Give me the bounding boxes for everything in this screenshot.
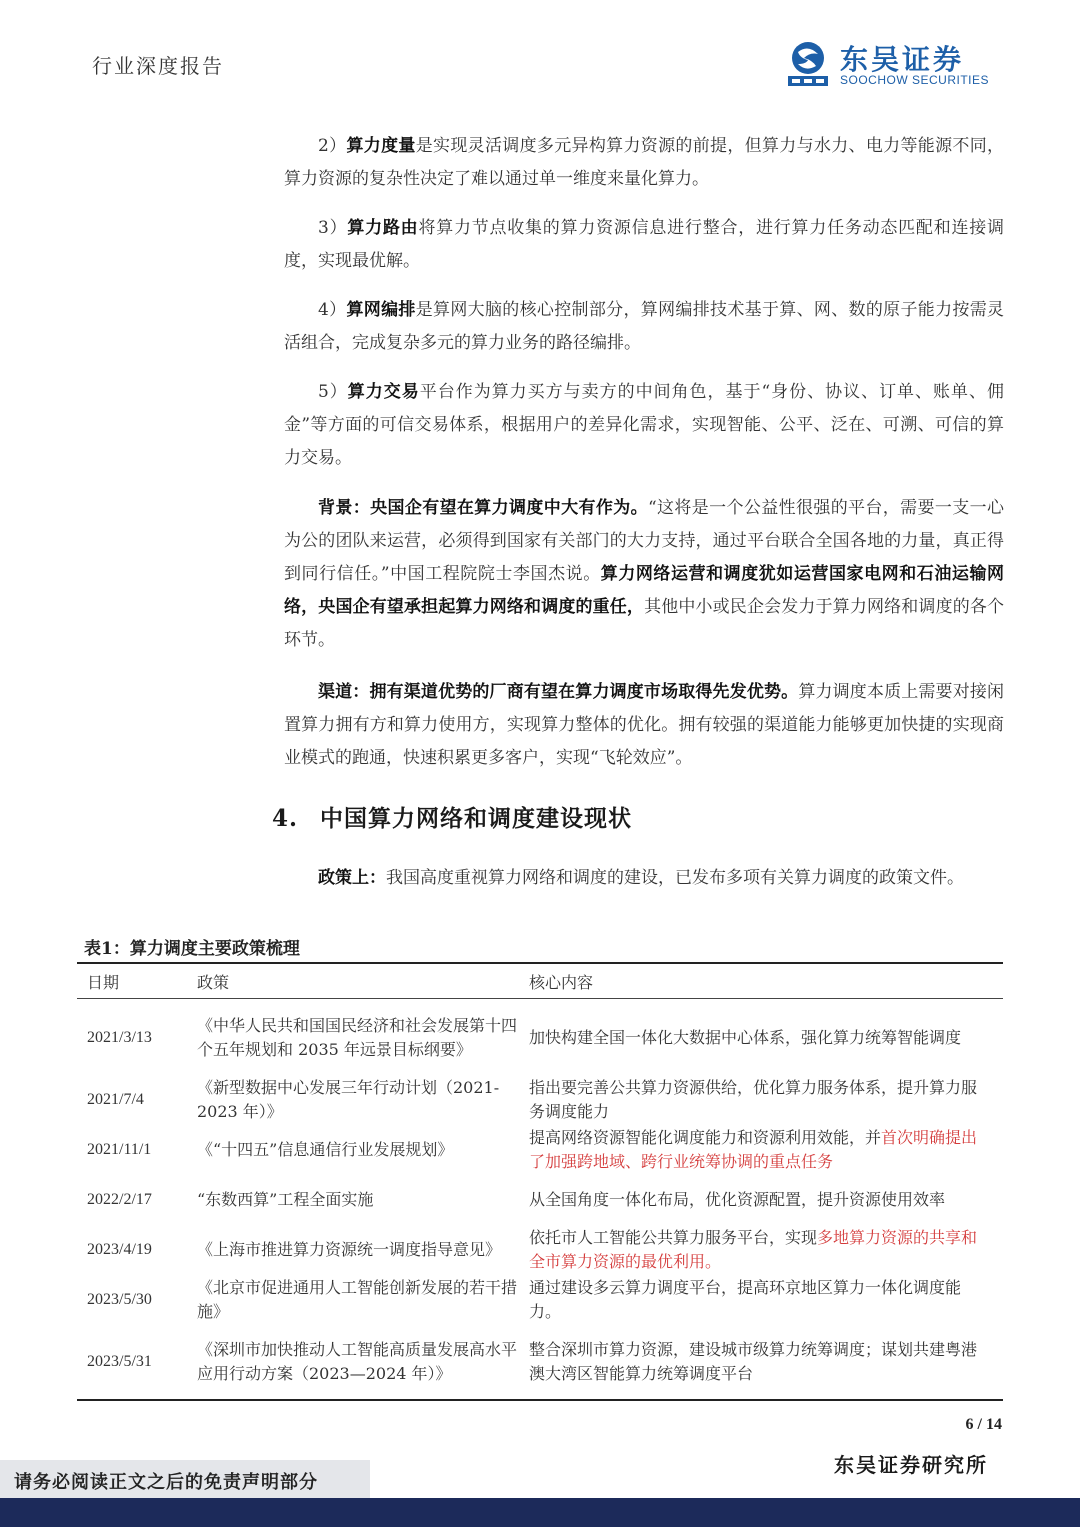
paragraph-compute-measurement	[284, 130, 1004, 196]
background-emphasis: 算力网络运营和调度犹如运营国家电网和石油运输网络，央国企有望承担起算力网络和调度的重任，	[284, 564, 1004, 617]
paragraph-compute-routing	[284, 212, 1004, 278]
column-header-content: 核心内容	[529, 972, 594, 992]
policy-table	[77, 962, 1003, 1401]
row-date: 2023/4/19	[87, 1241, 152, 1258]
table-row	[77, 1175, 1003, 1225]
column-header-policy: 政策	[197, 972, 230, 992]
row-policy: 《新型数据中心发展三年行动计划（2021-2023 年）》	[197, 1078, 500, 1121]
table-caption: 表1：算力调度主要政策梳理	[84, 939, 300, 959]
logo-chinese-name: 东吴证券	[840, 43, 965, 76]
table-row	[77, 1001, 1003, 1075]
row-content: 从全国角度一体化布局，优化资源配置，提升资源使用效率	[529, 1190, 946, 1209]
table-row	[77, 1075, 1003, 1125]
item-text: 平台作为算力买方与卖方的中间角色，基于“身份、协议、订单、账单、佣金”等方面的可信交易体系，根据用户的差异化需求，实现智能、公平、泛在、可溯、可信的算力交易。	[284, 382, 1004, 468]
row-policy: 《中华人民共和国国民经济和社会发展第十四个五年规划和 2035 年远景目标纲要》	[197, 1016, 518, 1059]
report-type-title: 行业深度报告	[92, 54, 224, 78]
item-number: 3）	[318, 218, 348, 238]
row-policy: 《深圳市加快推动人工智能高质量发展高水平应用行动方案（2023—2024 年）》	[197, 1340, 518, 1383]
disclaimer-text: 请务必阅读正文之后的免责声明部分	[14, 1472, 318, 1493]
table-row	[77, 1125, 1003, 1175]
soochow-logo-icon	[786, 40, 830, 88]
policy-text: 我国高度重视算力网络和调度的建设，已发布多项有关算力调度的政策文件。	[386, 868, 964, 888]
policy-heading: 政策上：	[318, 868, 386, 888]
row-content: 整合深圳市算力资源，建设城市级算力统筹调度；谋划共建粤港澳大湾区智能算力统筹调度平台	[529, 1340, 978, 1383]
row-content: 指出要完善公共算力资源供给，优化算力服务体系，提升算力服务调度能力	[529, 1078, 978, 1121]
footer-bar	[0, 1498, 1080, 1527]
paragraph-policy	[284, 862, 1004, 895]
row-content: 通过建设多云算力调度平台，提高环京地区算力一体化调度能力。	[529, 1278, 962, 1321]
table-row	[77, 1275, 1003, 1325]
row-date: 2023/5/31	[87, 1353, 152, 1370]
table-row	[77, 1225, 1003, 1275]
background-quote: “这将是一个公益性很强的平台，需要一支一心为公的团队来运营，必须得到国家有关部门的大力支持，通过平台联合全国各地的力量，真正得到同行信任。”中国工程院院士李国杰说。	[284, 498, 1004, 584]
row-policy: 《“十四五”信息通信行业发展规划》	[197, 1140, 454, 1159]
highlighted-text: 首次明确提出了加强跨地域、跨行业统筹协调的重点任务	[529, 1128, 978, 1171]
row-content: 提高网络资源智能化调度能力和资源利用效能，并首次明确提出了加强跨地域、跨行业统筹协调的重点任务	[529, 1128, 978, 1171]
table-header-row	[77, 964, 1003, 999]
item-number: 2）	[318, 136, 347, 156]
disclaimer-bar	[0, 1460, 370, 1498]
row-date: 2021/11/1	[87, 1141, 152, 1158]
item-keyword: 算力交易	[347, 382, 420, 402]
item-text: 是实现灵活调度多元异构算力资源的前提，但算力与水力、电力等能源不同，算力资源的复杂性决定了难以通过单一维度来量化算力。	[284, 136, 1005, 189]
channel-heading: 渠道：拥有渠道优势的厂商有望在算力调度市场取得先发优势。	[318, 682, 799, 702]
item-number: 5）	[318, 382, 348, 402]
row-date: 2022/2/17	[87, 1191, 152, 1208]
paragraph-channel	[284, 676, 1004, 775]
row-date: 2021/7/4	[87, 1091, 144, 1108]
item-keyword: 算力路由	[347, 218, 419, 238]
item-text: 是算网大脑的核心控制部分，算网编排技术基于算、网、数的原子能力按需灵活组合，完成复杂多元的算力业务的路径编排。	[284, 300, 1005, 353]
channel-text: 算力调度本质上需要对接闲置算力拥有方和算力使用方，实现算力整体的优化。拥有较强的渠道能力能够更加快捷的实现商业模式的跑通，快速积累更多客户，实现“飞轮效应”。	[284, 682, 1005, 768]
company-logo	[786, 40, 1006, 90]
row-policy: 《上海市推进算力资源统一调度指导意见》	[197, 1240, 502, 1259]
item-number: 4）	[318, 300, 347, 320]
row-policy: 《北京市促进通用人工智能创新发展的若干措施》	[197, 1278, 518, 1321]
paragraph-background	[284, 492, 1004, 657]
logo-english-name: SOOCHOW SECURITIES	[840, 73, 990, 87]
row-content: 加快构建全国一体化大数据中心体系，强化算力统筹智能调度	[529, 1028, 962, 1047]
paragraph-network-orchestration	[284, 294, 1004, 360]
row-date: 2021/3/13	[87, 1029, 152, 1046]
background-text: 其他中小或民企会发力于算力网络和调度的各个环节。	[284, 597, 1005, 650]
column-header-date: 日期	[87, 972, 120, 992]
paragraph-compute-trading	[284, 376, 1004, 475]
item-keyword: 算力度量	[346, 136, 416, 156]
section-number: 4.	[272, 805, 299, 832]
table-row	[77, 1325, 1003, 1399]
item-text: 将算力节点收集的算力资源信息进行整合，进行算力任务动态匹配和连接调度，实现最优解。	[284, 218, 1005, 271]
row-content: 依托市人工智能公共算力服务平台，实现多地算力资源的共享和全市算力资源的最优利用。	[529, 1228, 978, 1271]
section-heading	[272, 800, 654, 833]
page-number: 6 / 14	[965, 1416, 1002, 1433]
highlighted-text: 多地算力资源的共享和全市算力资源的最优利用。	[529, 1228, 978, 1271]
row-policy: “东数西算”工程全面实施	[197, 1190, 374, 1209]
row-date: 2023/5/30	[87, 1291, 152, 1308]
section-title: 中国算力网络和调度建设现状	[320, 805, 633, 832]
background-heading: 背景：央国企有望在算力调度中大有作为。	[318, 498, 648, 518]
item-keyword: 算网编排	[346, 300, 416, 320]
institute-name: 东吴证券研究所	[834, 1453, 988, 1477]
